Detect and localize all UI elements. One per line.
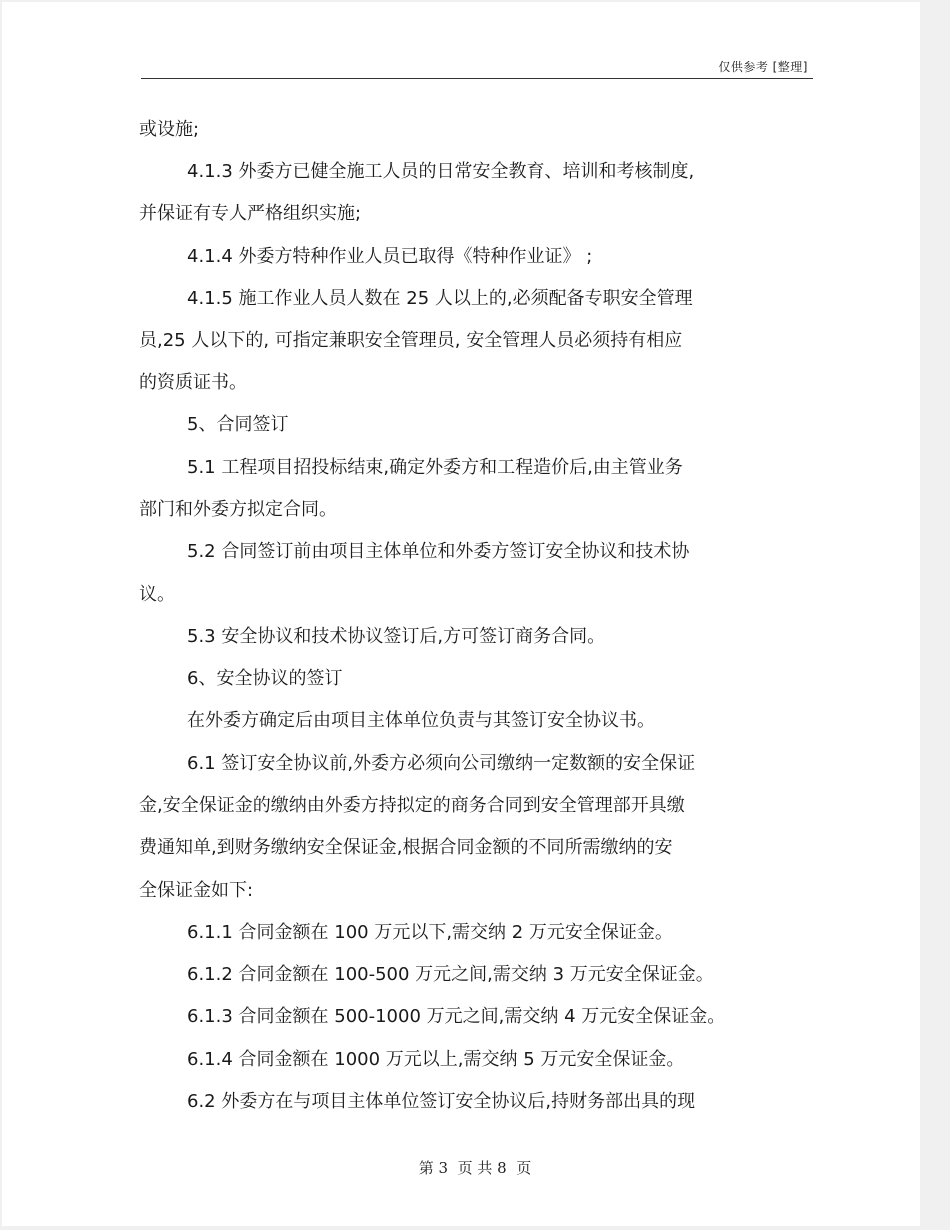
header-note: 仅供参考 [整理] <box>718 60 808 74</box>
header-divider <box>141 78 813 79</box>
body-line: 5.2 合同签订前由项目主体单位和外委方签订安全协议和技术协 <box>187 541 690 562</box>
document-page <box>2 2 920 1226</box>
body-line: 6.1.3 合同金额在 500-1000 万元之间,需交纳 4 万元安全保证金。 <box>187 1006 726 1027</box>
body-line: 在外委方确定后由项目主体单位负责与其签订安全协议书。 <box>187 710 655 731</box>
body-line: 6.1.1 合同金额在 100 万元以下,需交纳 2 万元安全保证金。 <box>187 922 673 943</box>
body-line: 的资质证书。 <box>139 372 247 393</box>
body-line: 议。 <box>139 584 175 605</box>
body-line: 全保证金如下: <box>139 880 254 901</box>
body-line: 员,25 人以下的, 可指定兼职安全管理员, 安全管理人员必须持有相应 <box>139 330 683 351</box>
section-heading: 5、合同签订 <box>187 414 289 435</box>
body-line: 5.3 安全协议和技术协议签订后,方可签订商务合同。 <box>187 626 606 647</box>
body-line: 4.1.5 施工作业人员人数在 25 人以上的,必须配备专职安全管理 <box>187 288 693 309</box>
body-line: 或设施; <box>139 119 200 140</box>
body-line: 部门和外委方拟定合同。 <box>139 499 337 520</box>
body-line: 4.1.3 外委方已健全施工人员的日常安全教育、培训和考核制度, <box>187 161 695 182</box>
body-line: 6.1.4 合同金额在 1000 万元以上,需交纳 5 万元安全保证金。 <box>187 1049 685 1070</box>
body-line: 6.1 签订安全协议前,外委方必须向公司缴纳一定数额的安全保证 <box>187 753 696 774</box>
body-line: 并保证有专人严格组织实施; <box>139 203 362 224</box>
body-line: 6.2 外委方在与项目主体单位签订安全协议后,持财务部出具的现 <box>187 1091 696 1112</box>
body-line: 4.1.4 外委方特种作业人员已取得《特种作业证》 ; <box>187 246 593 267</box>
body-line: 费通知单,到财务缴纳安全保证金,根据合同金额的不同所需缴纳的安 <box>139 837 673 858</box>
body-line: 6.1.2 合同金额在 100-500 万元之间,需交纳 3 万元安全保证金。 <box>187 964 714 985</box>
body-line: 金,安全保证金的缴纳由外委方持拟定的商务合同到安全管理部开具缴 <box>139 795 685 816</box>
section-heading: 6、安全协议的签订 <box>187 668 343 689</box>
page-number: 第 3 页 共 8 页 <box>418 1159 532 1177</box>
body-line: 5.1 工程项目招投标结束,确定外委方和工程造价后,由主管业务 <box>187 457 683 478</box>
